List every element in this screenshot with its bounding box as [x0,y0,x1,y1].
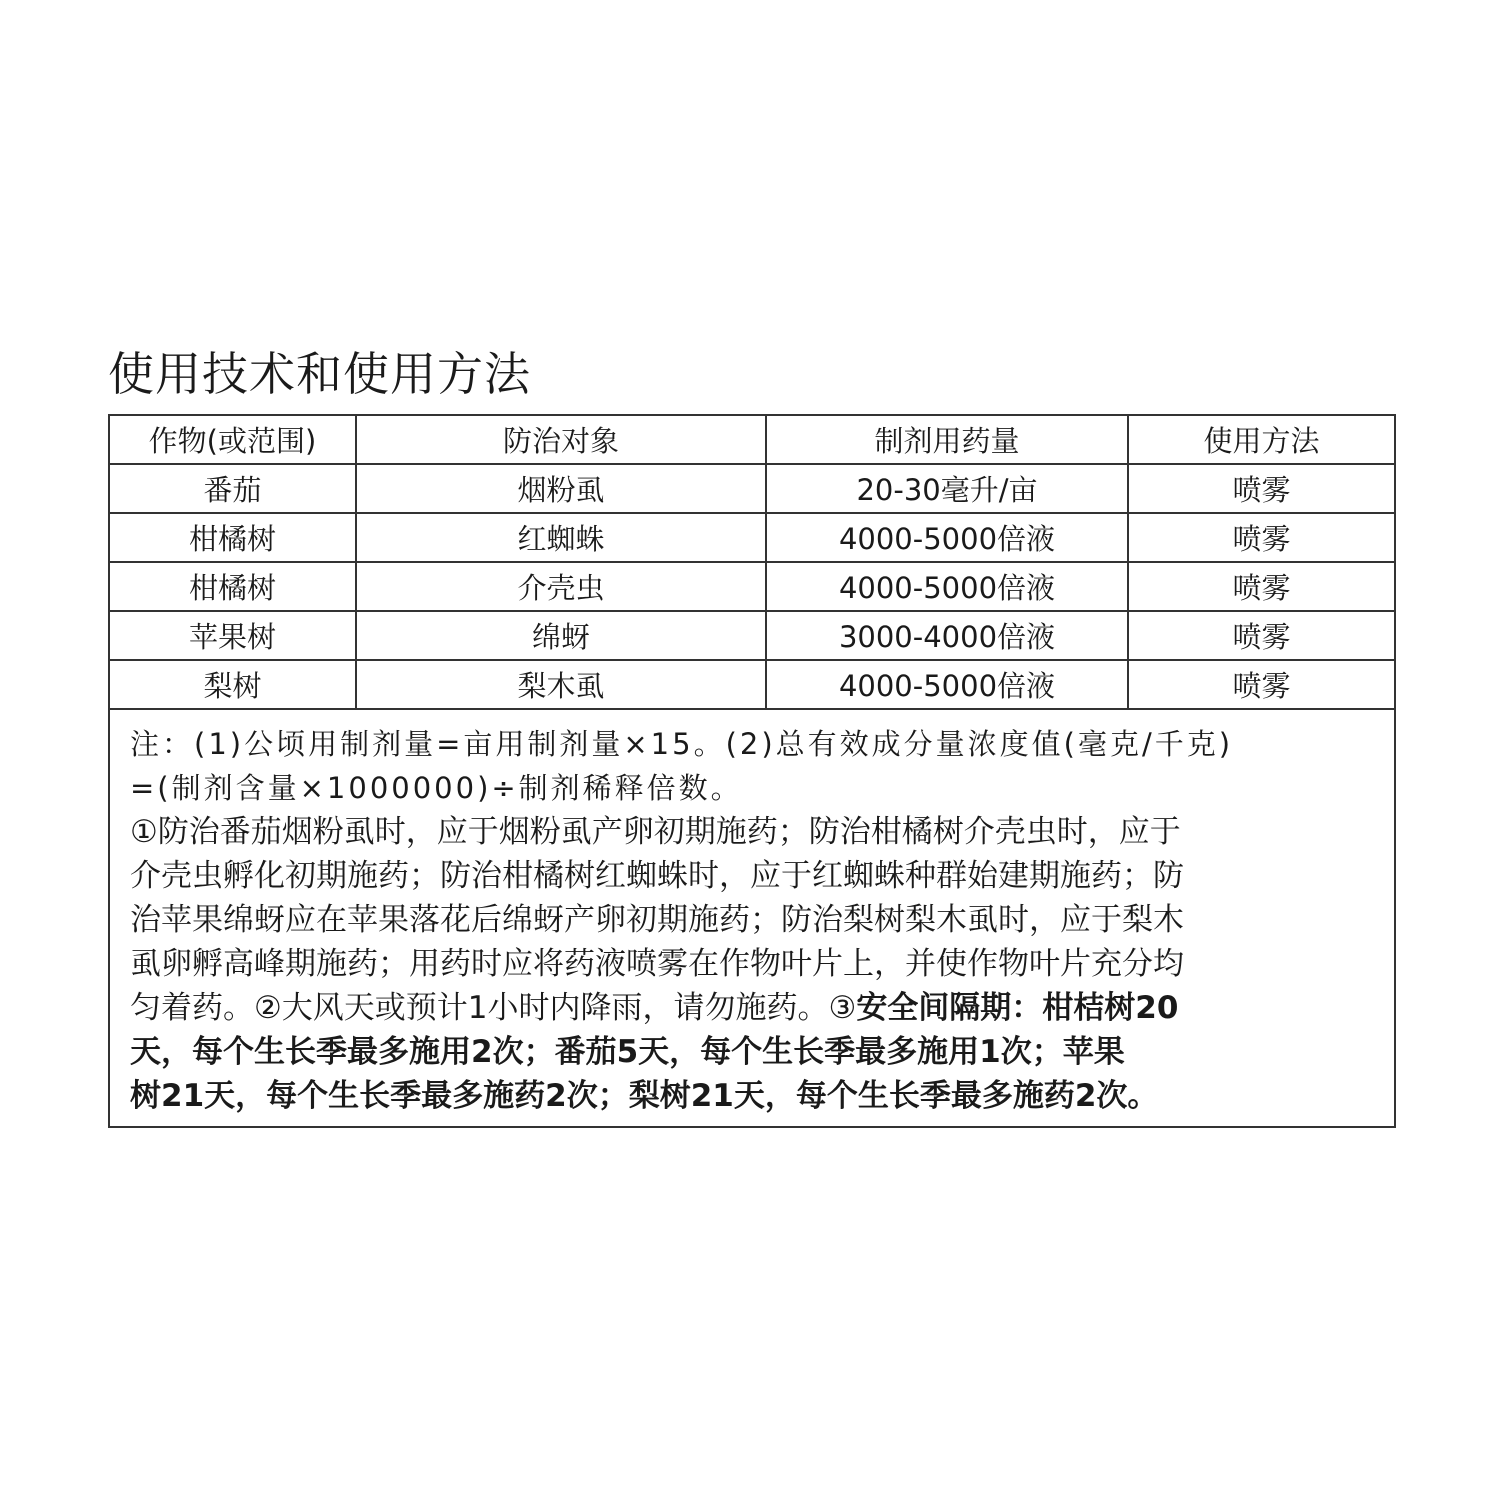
formula-note-line: 注：(1)公顷用制剂量=亩用制剂量×15。(2)总有效成分量浓度值(毫克/千克) [130,727,1234,761]
cell-method: 喷雾 [1128,660,1395,709]
cell-target: 红蜘蛛 [356,513,766,562]
usage-tip-text: 匀着药。②大风天或预计1小时内降雨，请勿施药。③ [130,990,857,1026]
cell-target: 介壳虫 [356,562,766,611]
table-header-row [109,415,1395,464]
table-row [109,464,1395,513]
cell-dosage: 20-30毫升/亩 [766,464,1128,513]
safety-interval-label: 安全间隔期：柑桔树20 [856,990,1179,1026]
cell-method: 喷雾 [1128,464,1395,513]
formula-note-line: =(制剂含量×1000000)÷制剂稀释倍数。 [130,771,743,805]
safety-interval-line: 树21天，每个生长季最多施药2次；梨树21天，每个生长季最多施药2次。 [130,1078,1159,1114]
page-title: 使用技术和使用方法 [108,347,531,401]
cell-crop: 梨树 [109,660,356,709]
cell-crop: 柑橘树 [109,562,356,611]
notes-block [110,710,1394,1126]
cell-crop: 苹果树 [109,611,356,660]
table-row [109,562,1395,611]
cell-method: 喷雾 [1128,611,1395,660]
cell-dosage: 4000-5000倍液 [766,660,1128,709]
table-row [109,513,1395,562]
header-target: 防治对象 [356,415,766,464]
cell-dosage: 4000-5000倍液 [766,562,1128,611]
header-crop: 作物(或范围) [109,415,356,464]
cell-dosage: 3000-4000倍液 [766,611,1128,660]
table-row [109,660,1395,709]
cell-method: 喷雾 [1128,513,1395,562]
cell-crop: 番茄 [109,464,356,513]
usage-tip-line: 虱卵孵高峰期施药；用药时应将药液喷雾在作物叶片上，并使作物叶片充分均 [130,946,1184,982]
cell-method: 喷雾 [1128,562,1395,611]
header-dosage: 制剂用药量 [766,415,1128,464]
usage-tip-line [130,986,1370,1030]
cell-target: 绵蚜 [356,611,766,660]
usage-tip-line: 治苹果绵蚜应在苹果落花后绵蚜产卵初期施药；防治梨树梨木虱时，应于梨木 [130,902,1184,938]
cell-dosage: 4000-5000倍液 [766,513,1128,562]
usage-tip-line: 介壳虫孵化初期施药；防治柑橘树红蜘蛛时，应于红蜘蛛种群始建期施药；防 [130,858,1184,894]
notes-row [109,709,1395,1127]
cell-target: 烟粉虱 [356,464,766,513]
safety-interval-line: 天，每个生长季最多施用2次；番茄5天，每个生长季最多施用1次；苹果 [130,1034,1125,1070]
header-method: 使用方法 [1128,415,1395,464]
cell-crop: 柑橘树 [109,513,356,562]
cell-target: 梨木虱 [356,660,766,709]
notes-cell [109,709,1395,1127]
usage-tip-line: ①防治番茄烟粉虱时，应于烟粉虱产卵初期施药；防治柑橘树介壳虫时，应于 [130,814,1181,850]
table-row [109,611,1395,660]
usage-table [108,414,1396,1128]
